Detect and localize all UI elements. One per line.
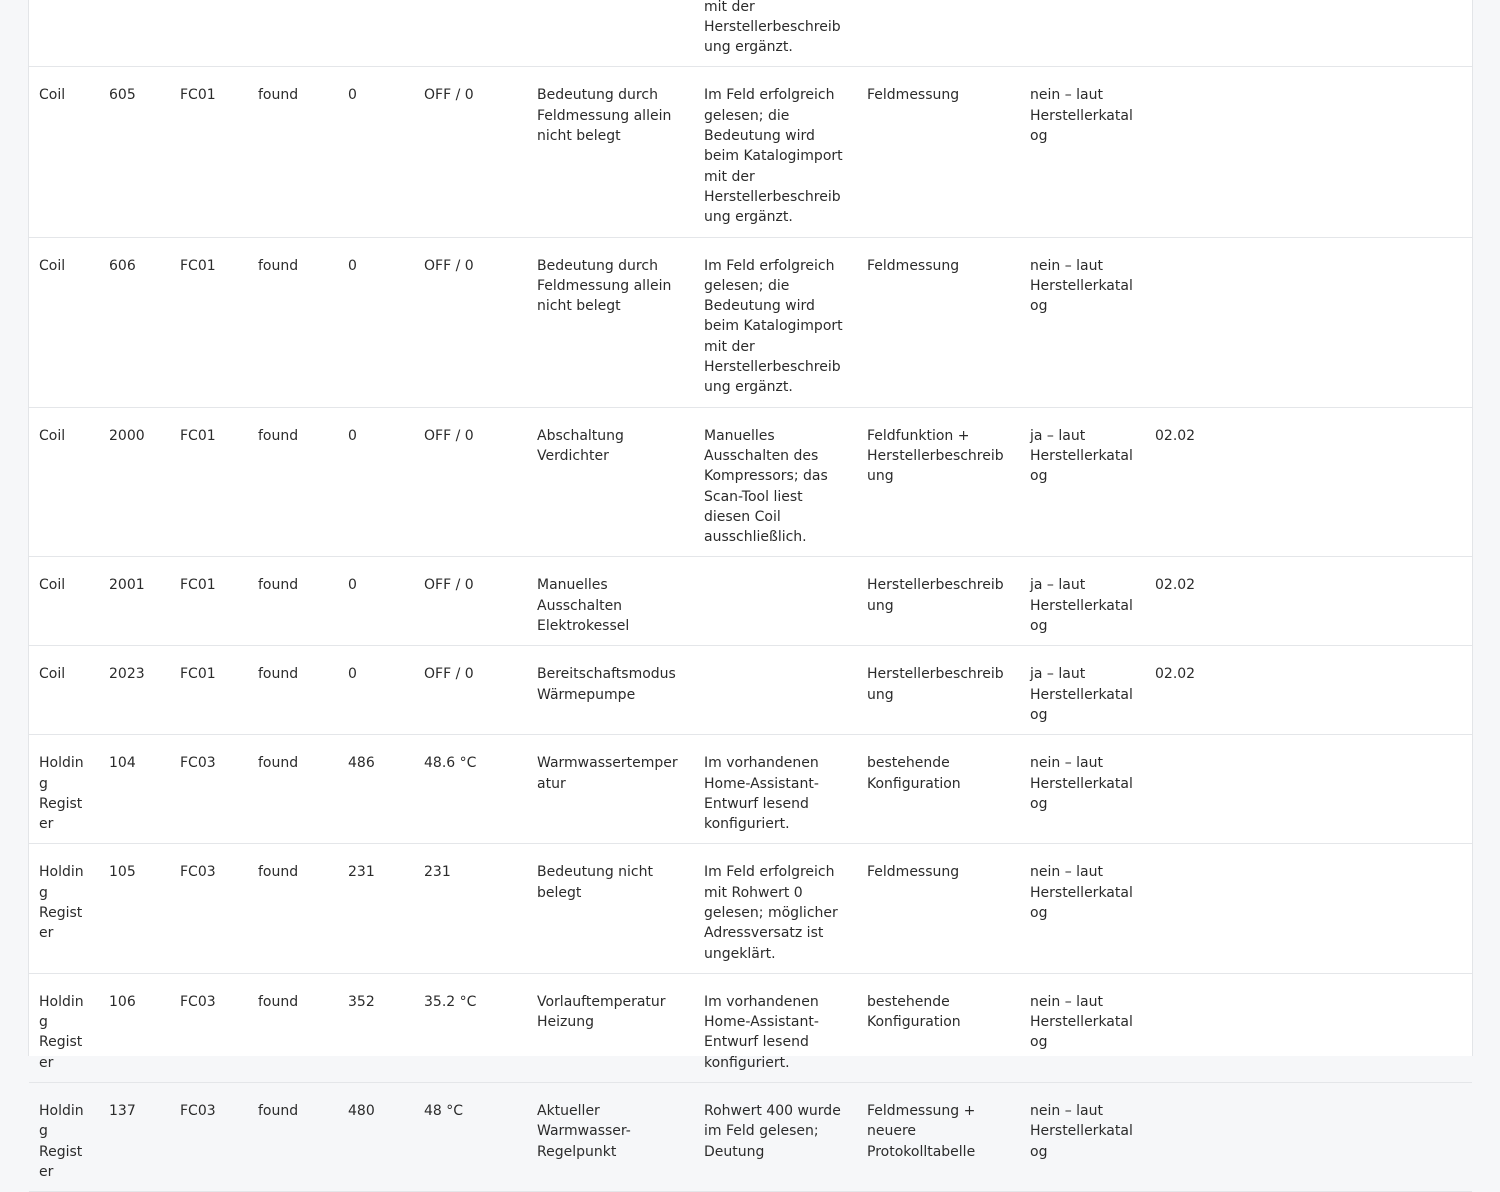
cell-version xyxy=(1145,973,1265,1082)
cell-address: 2001 xyxy=(99,557,170,646)
cell-writable: nein – laut Herstellerkatalog xyxy=(1020,735,1145,844)
cell-version xyxy=(1145,0,1265,67)
cell-meaning: Bedeutung durch Feldmessung allein nicht belegt xyxy=(527,237,694,407)
cell-note: Im Feld erfolgreich gelesen; die Bedeutung wird beim Katalogimport mit der Herstellerbeschreibung ergänzt. xyxy=(694,67,857,237)
cell-source: Feldmessung xyxy=(857,67,1020,237)
cell-function-code: FC03 xyxy=(170,973,248,1082)
cell-function-code xyxy=(170,0,248,67)
cell-note: Manuelles Ausschalten des Kompressors; das Scan-Tool liest diesen Coil ausschließlich. xyxy=(694,407,857,557)
cell-writable: ja – laut Herstellerkatalog xyxy=(1020,407,1145,557)
cell-address: 2023 xyxy=(99,646,170,735)
cell-spacer xyxy=(1265,973,1472,1082)
cell-version xyxy=(1145,237,1265,407)
cell-status: found xyxy=(248,407,338,557)
cell-status: found xyxy=(248,1083,338,1192)
cell-version: 02.02 xyxy=(1145,557,1265,646)
table-row xyxy=(29,1083,1472,1192)
table-row xyxy=(29,557,1472,646)
cell-writable xyxy=(1020,0,1145,67)
cell-spacer xyxy=(1265,557,1472,646)
cell-spacer xyxy=(1265,237,1472,407)
cell-value xyxy=(414,0,527,67)
cell-source: bestehende Konfiguration xyxy=(857,973,1020,1082)
cell-value: OFF / 0 xyxy=(414,407,527,557)
cell-spacer xyxy=(1265,67,1472,237)
cell-note: Im vorhandenen Home-Assistant-Entwurf lesend konfiguriert. xyxy=(694,973,857,1082)
cell-meaning: Bereitschaftsmodus Wärmepumpe xyxy=(527,646,694,735)
cell-value: 231 xyxy=(414,844,527,973)
cell-register-type: Coil xyxy=(29,407,99,557)
cell-source: bestehende Konfiguration xyxy=(857,735,1020,844)
cell-writable: nein – laut Herstellerkatalog xyxy=(1020,237,1145,407)
cell-raw-value: 0 xyxy=(338,407,414,557)
cell-version xyxy=(1145,844,1265,973)
cell-spacer xyxy=(1265,646,1472,735)
cell-register-type: Holding Register xyxy=(29,973,99,1082)
cell-note xyxy=(694,557,857,646)
cell-meaning: Warmwassertemperatur xyxy=(527,735,694,844)
cell-function-code: FC03 xyxy=(170,1083,248,1192)
cell-source: Feldmessung xyxy=(857,237,1020,407)
cell-function-code: FC03 xyxy=(170,844,248,973)
cell-address: 137 xyxy=(99,1083,170,1192)
cell-meaning: Aktueller Warmwasser-Regelpunkt xyxy=(527,1083,694,1192)
cell-register-type: Coil xyxy=(29,67,99,237)
table-row xyxy=(29,237,1472,407)
cell-writable: ja – laut Herstellerkatalog xyxy=(1020,557,1145,646)
table-row xyxy=(29,67,1472,237)
cell-register-type: Coil xyxy=(29,646,99,735)
cell-source: Feldmessung xyxy=(857,844,1020,973)
cell-raw-value: 0 xyxy=(338,237,414,407)
cell-function-code: FC03 xyxy=(170,735,248,844)
cell-note: Rohwert 400 wurde im Feld gelesen; Deutung xyxy=(694,1083,857,1192)
cell-meaning xyxy=(527,0,694,67)
table-row xyxy=(29,646,1472,735)
cell-writable: nein – laut Herstellerkatalog xyxy=(1020,844,1145,973)
table-row xyxy=(29,735,1472,844)
cell-function-code: FC01 xyxy=(170,557,248,646)
cell-meaning: Manuelles Ausschalten Elektrokessel xyxy=(527,557,694,646)
cell-raw-value: 231 xyxy=(338,844,414,973)
cell-register-type: Coil xyxy=(29,237,99,407)
cell-version xyxy=(1145,735,1265,844)
cell-source xyxy=(857,0,1020,67)
cell-status: found xyxy=(248,735,338,844)
cell-version xyxy=(1145,1083,1265,1192)
cell-status: found xyxy=(248,844,338,973)
cell-spacer xyxy=(1265,0,1472,67)
cell-raw-value: 352 xyxy=(338,973,414,1082)
cell-register-type: Holding Register xyxy=(29,1083,99,1192)
cell-raw-value: 480 xyxy=(338,1083,414,1192)
cell-meaning: Abschaltung Verdichter xyxy=(527,407,694,557)
cell-register-type: Holding Register xyxy=(29,735,99,844)
cell-status: found xyxy=(248,557,338,646)
cell-value: 48.6 °C xyxy=(414,735,527,844)
register-table xyxy=(29,0,1472,1192)
cell-status: found xyxy=(248,646,338,735)
cell-note: Im Feld erfolgreich gelesen; die Bedeutung wird beim Katalogimport mit der Herstellerbeschreibung ergänzt. xyxy=(694,237,857,407)
table-row xyxy=(29,973,1472,1082)
cell-function-code: FC01 xyxy=(170,646,248,735)
cell-writable: nein – laut Herstellerkatalog xyxy=(1020,1083,1145,1192)
cell-value: OFF / 0 xyxy=(414,237,527,407)
cell-spacer xyxy=(1265,844,1472,973)
cell-function-code: FC01 xyxy=(170,67,248,237)
cell-address: 105 xyxy=(99,844,170,973)
cell-meaning: Bedeutung nicht belegt xyxy=(527,844,694,973)
cell-note: Im Feld erfolgreich mit Rohwert 0 gelesen; möglicher Adressversatz ist ungeklärt. xyxy=(694,844,857,973)
cell-meaning: Vorlauftemperatur Heizung xyxy=(527,973,694,1082)
cell-spacer xyxy=(1265,1083,1472,1192)
cell-note xyxy=(694,646,857,735)
cell-address: 106 xyxy=(99,973,170,1082)
table-row xyxy=(29,407,1472,557)
cell-register-type: Coil xyxy=(29,557,99,646)
cell-status: found xyxy=(248,67,338,237)
cell-address: 2000 xyxy=(99,407,170,557)
cell-note: mit der Herstellerbeschreibung ergänzt. xyxy=(694,0,857,67)
cell-function-code: FC01 xyxy=(170,407,248,557)
cell-raw-value xyxy=(338,0,414,67)
cell-source: Herstellerbeschreibung xyxy=(857,646,1020,735)
cell-writable: ja – laut Herstellerkatalog xyxy=(1020,646,1145,735)
cell-spacer xyxy=(1265,735,1472,844)
cell-address xyxy=(99,0,170,67)
cell-version: 02.02 xyxy=(1145,407,1265,557)
cell-value: 48 °C xyxy=(414,1083,527,1192)
cell-raw-value: 0 xyxy=(338,67,414,237)
cell-source: Feldfunktion + Herstellerbeschreibung xyxy=(857,407,1020,557)
cell-meaning: Bedeutung durch Feldmessung allein nicht belegt xyxy=(527,67,694,237)
cell-value: OFF / 0 xyxy=(414,67,527,237)
register-table-body xyxy=(29,0,1472,1192)
cell-spacer xyxy=(1265,407,1472,557)
table-row xyxy=(29,844,1472,973)
cell-version: 02.02 xyxy=(1145,646,1265,735)
cell-value: OFF / 0 xyxy=(414,557,527,646)
cell-raw-value: 0 xyxy=(338,557,414,646)
cell-function-code: FC01 xyxy=(170,237,248,407)
cell-source: Herstellerbeschreibung xyxy=(857,557,1020,646)
cell-source: Feldmessung + neuere Protokolltabelle xyxy=(857,1083,1020,1192)
cell-status: found xyxy=(248,237,338,407)
cell-value: OFF / 0 xyxy=(414,646,527,735)
cell-address: 104 xyxy=(99,735,170,844)
cell-address: 605 xyxy=(99,67,170,237)
table-row xyxy=(29,0,1472,67)
cell-address: 606 xyxy=(99,237,170,407)
cell-writable: nein – laut Herstellerkatalog xyxy=(1020,973,1145,1082)
register-table-panel xyxy=(28,0,1473,1180)
cell-raw-value: 0 xyxy=(338,646,414,735)
cell-note: Im vorhandenen Home-Assistant-Entwurf lesend konfiguriert. xyxy=(694,735,857,844)
cell-value: 35.2 °C xyxy=(414,973,527,1082)
cell-status: found xyxy=(248,973,338,1082)
cell-writable: nein – laut Herstellerkatalog xyxy=(1020,67,1145,237)
cell-register-type xyxy=(29,0,99,67)
cell-register-type: Holding Register xyxy=(29,844,99,973)
cell-status xyxy=(248,0,338,67)
cell-version xyxy=(1145,67,1265,237)
cell-raw-value: 486 xyxy=(338,735,414,844)
